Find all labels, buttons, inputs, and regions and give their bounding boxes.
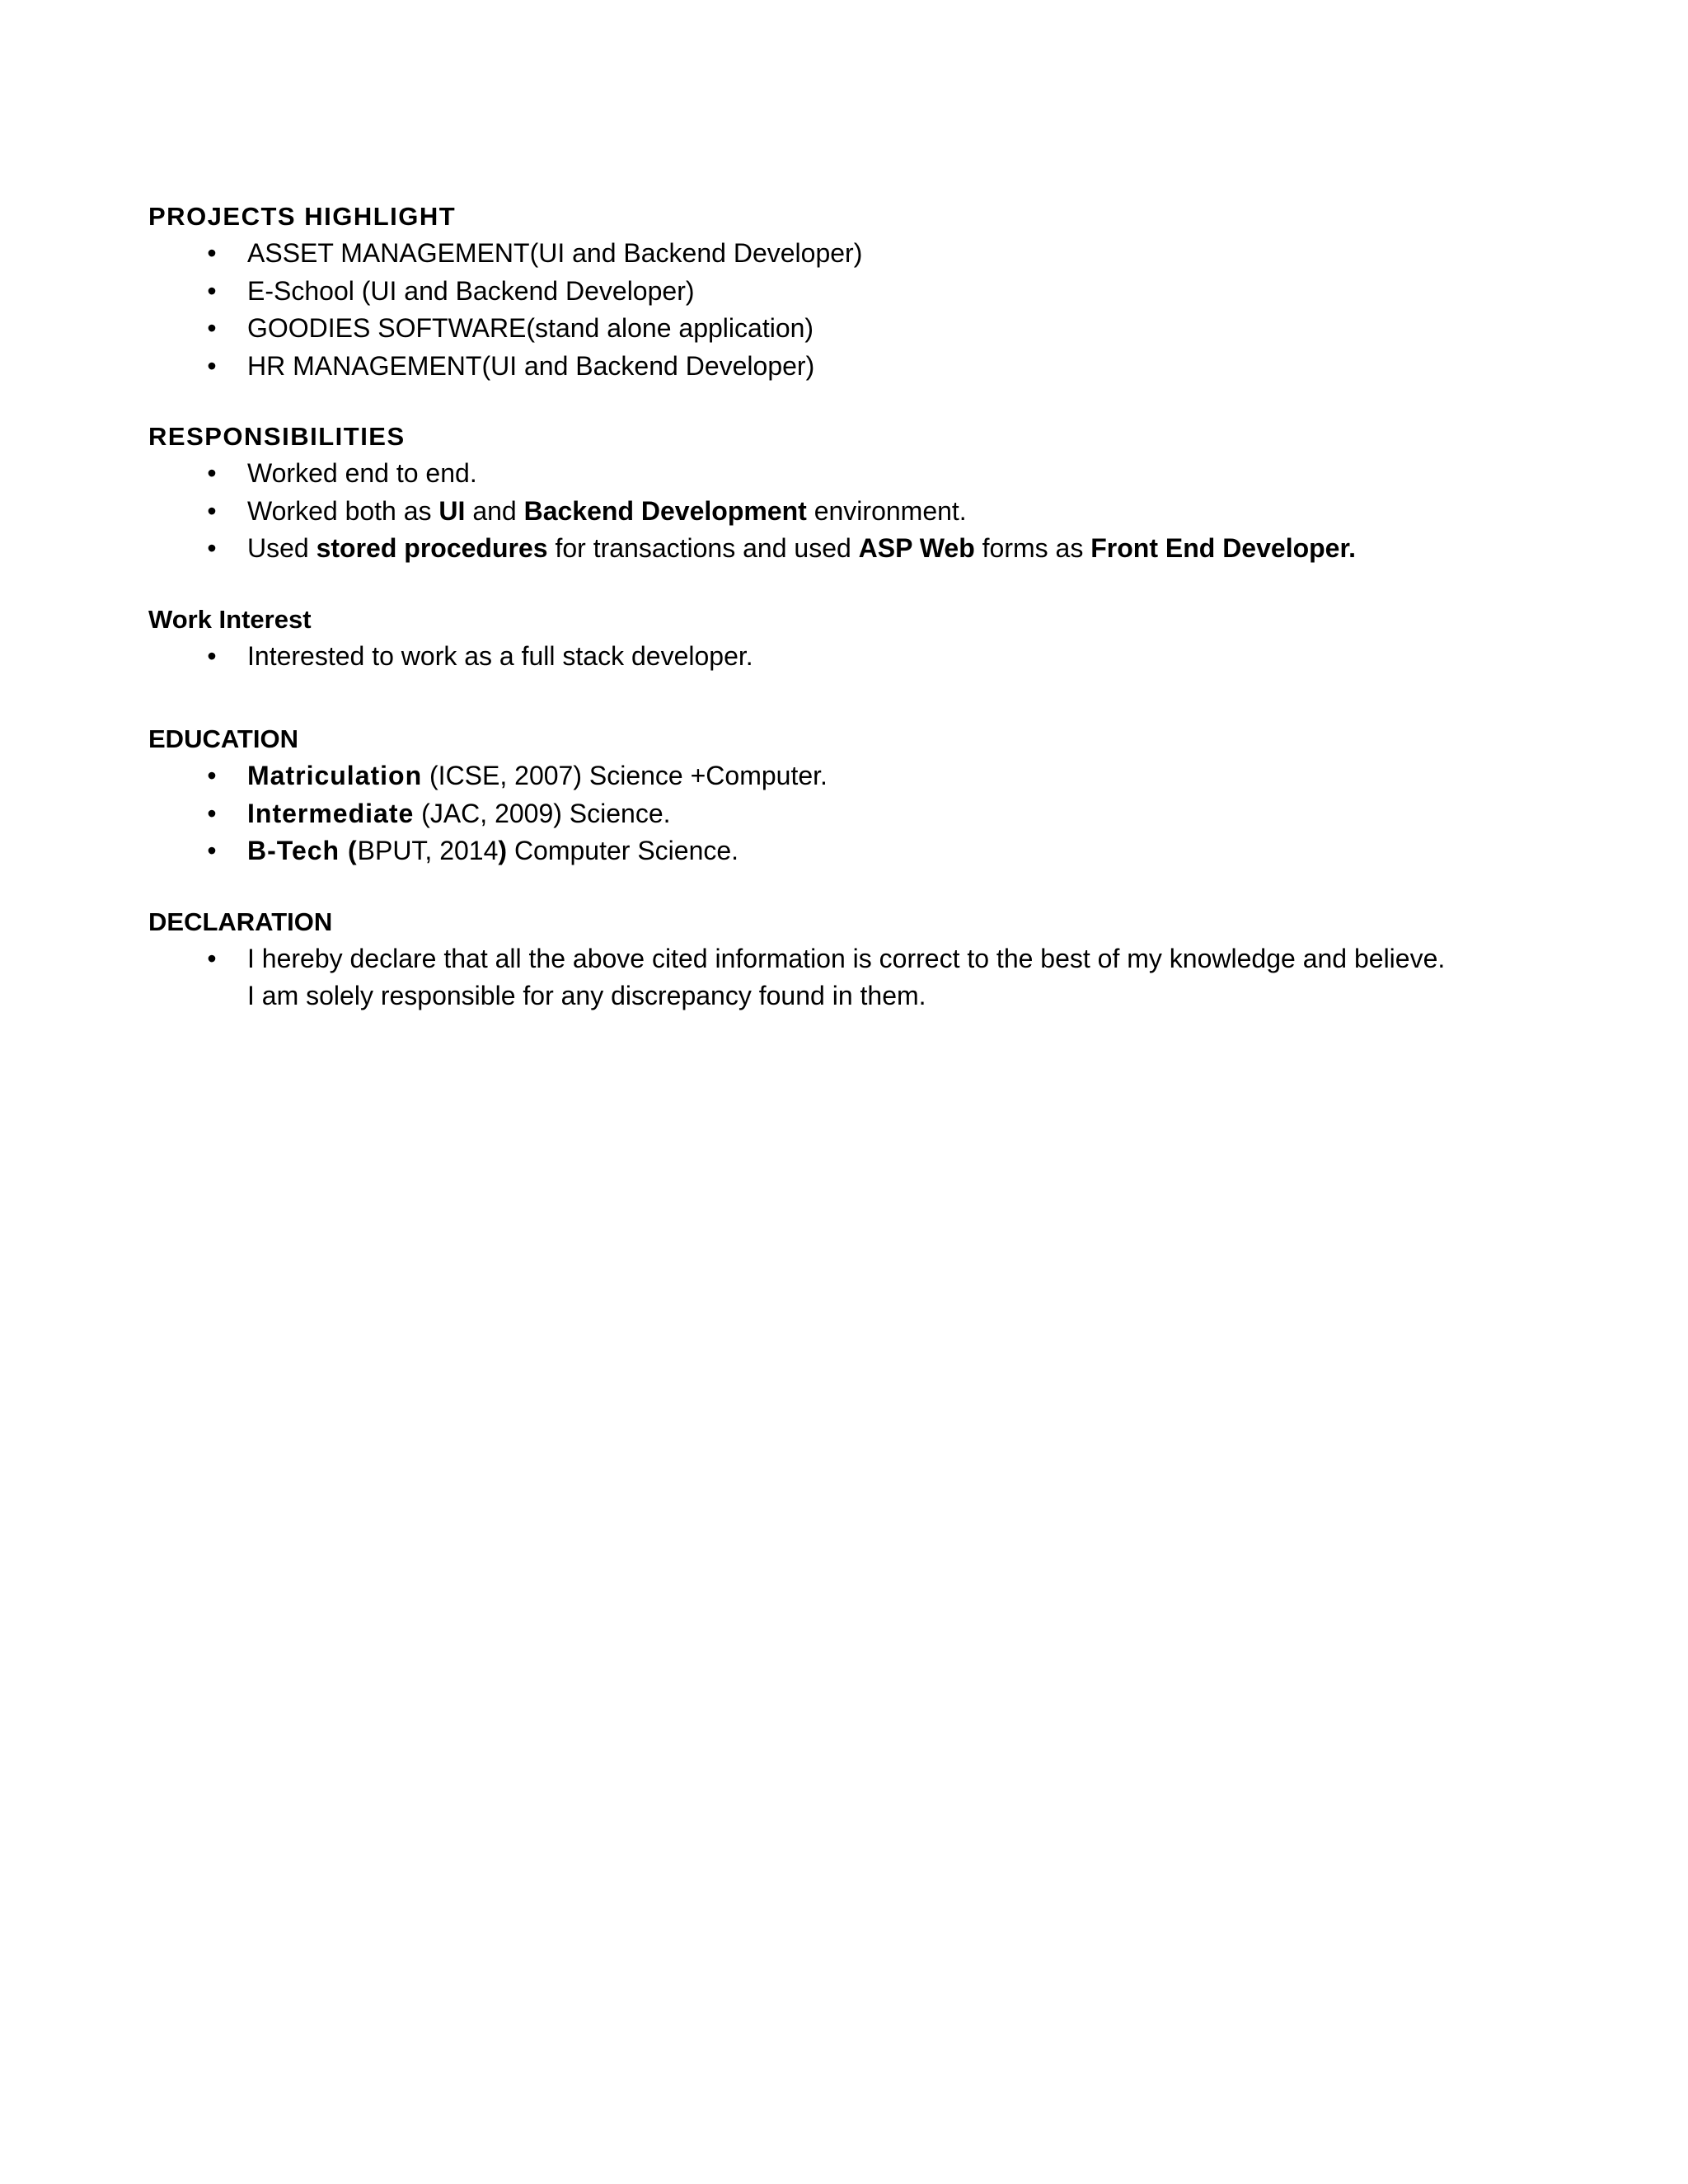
bullet-icon: • [207, 836, 217, 865]
projects-list [148, 235, 1566, 385]
list-item: • Worked end to end. [148, 455, 1566, 493]
bullet-icon: • [207, 533, 217, 563]
education-heading: EDUCATION [148, 724, 298, 753]
bullet-icon: • [207, 275, 217, 306]
list-item: • Worked both as UI and Backend Development environment. [148, 493, 1566, 531]
list-item: • Matriculation (ICSE, 2007) Science +Computer. [148, 757, 1566, 795]
declaration-line-2: I am solely responsible for any discrepancy found in them. [247, 981, 926, 1010]
resume-page [148, 198, 1566, 1048]
bullet-icon: • [207, 313, 217, 343]
projects-section [148, 198, 1566, 385]
declaration-line-1: I hereby declare that all the above cited information is correct to the best of my knowledge and believe. [247, 943, 1446, 973]
bullet-icon: • [207, 798, 217, 828]
responsibilities-heading: RESPONSIBILITIES [148, 422, 406, 451]
bullet-icon: • [207, 761, 217, 790]
declaration-section [148, 903, 1566, 1015]
list-item: • Used stored procedures for transactions and used ASP Web forms as Front End Developer. [148, 530, 1566, 568]
list-item: • B-Tech (BPUT, 2014) Computer Science. [148, 832, 1566, 870]
responsibilities-list [148, 455, 1566, 568]
work-interest-heading: Work Interest [148, 604, 312, 634]
bullet-icon: • [207, 458, 217, 488]
list-item: • HR MANAGEMENT(UI and Backend Developer) [148, 348, 1566, 386]
declaration-heading: DECLARATION [148, 907, 333, 936]
list-item: • ASSET MANAGEMENT(UI and Backend Developer) [148, 235, 1566, 273]
work-interest-list [148, 638, 1566, 676]
list-item: • Interested to work as a full stack developer. [148, 638, 1566, 676]
bullet-icon: • [207, 495, 217, 526]
bullet-icon: • [207, 943, 217, 973]
list-item: • GOODIES SOFTWARE(stand alone application) [148, 310, 1566, 348]
bullet-icon: • [207, 238, 217, 268]
education-section [148, 720, 1566, 870]
list-item: • Intermediate (JAC, 2009) Science. [148, 795, 1566, 833]
education-list [148, 757, 1566, 870]
responsibilities-section [148, 418, 1566, 568]
list-item [148, 977, 1566, 1015]
projects-heading: PROJECTS HIGHLIGHT [148, 202, 457, 231]
list-item: • E-School (UI and Backend Developer) [148, 273, 1566, 311]
bullet-icon: • [207, 350, 217, 381]
work-interest-section [148, 601, 1566, 676]
declaration-list [148, 940, 1566, 1015]
bullet-icon: • [207, 640, 217, 671]
list-item [148, 940, 1566, 978]
